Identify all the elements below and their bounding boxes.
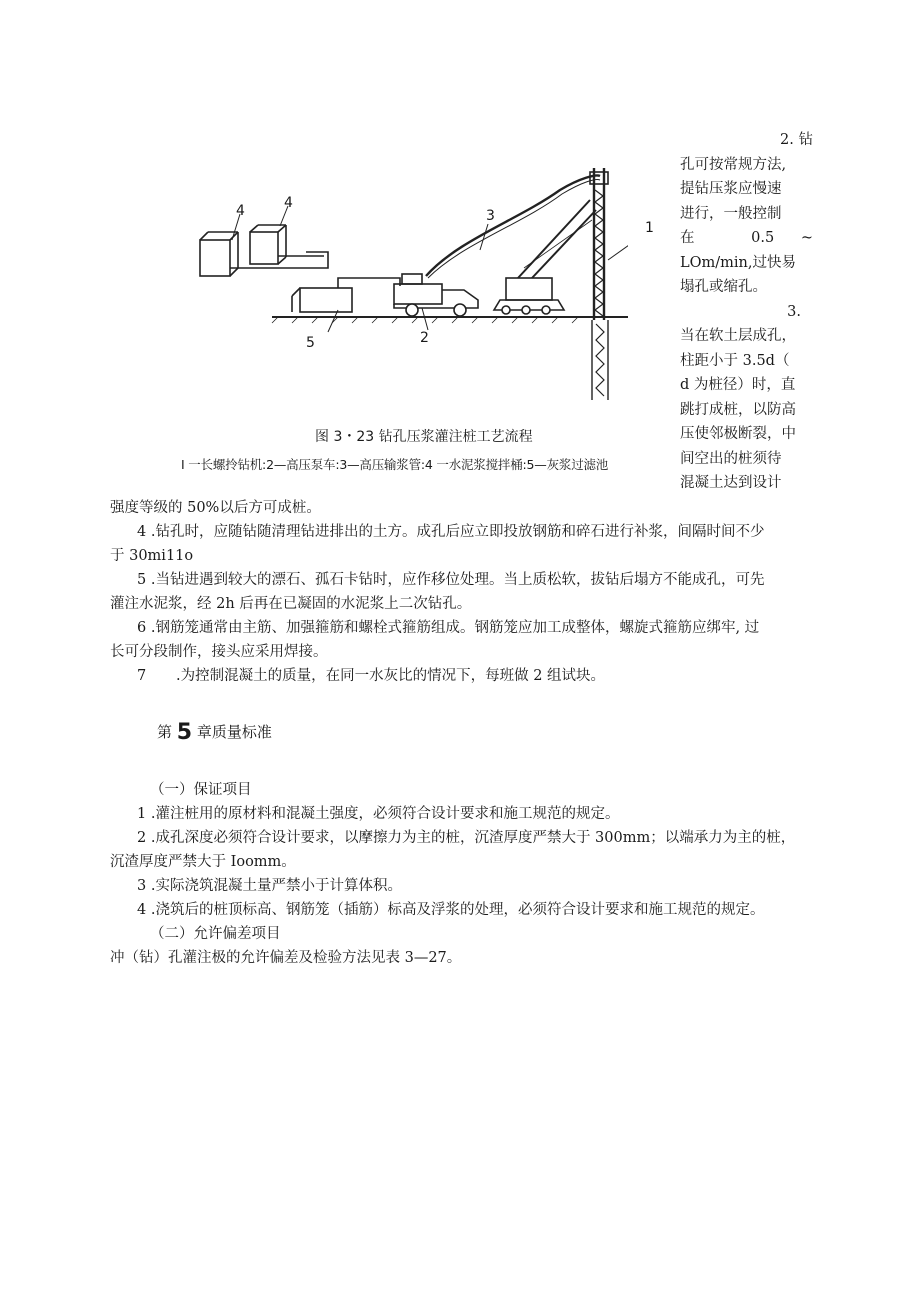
figure-label-3: 3 xyxy=(486,208,495,224)
side-line: 压使邻极断裂，中 xyxy=(680,426,796,442)
para-6-line1: 6 .钢筋笼通常由主筋、加强箍筋和螺栓式箍筋组成。钢筋笼应加工成整体，螺旋式箍筋应绑牢, 过 xyxy=(137,620,760,636)
para-7-number: 7 xyxy=(137,668,147,684)
figure-caption: 图 3・23 钻孔压浆灌注桩工艺流程 xyxy=(315,429,533,445)
side-line: 进行，一般控制 xyxy=(680,205,782,222)
section-heading-deviation: （二）允许偏差项目 xyxy=(150,926,281,942)
side-line: LOm/min,过快易 xyxy=(680,254,796,271)
chapter-number: 5 xyxy=(176,720,193,745)
para-4-line1: 4 .钻孔时，应随钻随清理钻进排出的土方。成孔后应立即投放钢筋和碎石进行补浆，间隔时间不少 xyxy=(137,524,765,540)
side-line: d 为桩径）时，直 xyxy=(680,377,796,393)
side-line-5b: 0.5 xyxy=(751,230,775,246)
para-7-text: .为控制混凝土的质量，在同一水灰比的情况下，每班做 2 组试块。 xyxy=(176,668,606,684)
side-line: 当在软土层成孔， xyxy=(680,328,796,344)
guarantee-item-4: 4 .浇筑后的桩顶标高、钢筋笼（插筋）标高及浮浆的处理，必须符合设计要求和施工规范的规定。 xyxy=(137,902,765,918)
guarantee-item-3: 3 .实际浇筑混凝土量严禁小于计算体积。 xyxy=(137,878,402,894)
side-line: 柱距小于 3.5d（ xyxy=(680,352,790,369)
para-5-line1: 5 .当钻进遇到较大的漂石、孤石卡钻时，应作移位处理。当上质松软，拔钻后塌方不能成孔，可先 xyxy=(137,572,765,588)
figure-label-4b: 4 xyxy=(284,195,293,211)
para-continuation: 强度等级的 50%以后方可成桩。 xyxy=(110,500,321,516)
side-line-5a: 在 xyxy=(680,230,695,246)
guarantee-item-2-line2: 沉渣厚度严禁大于 Ioomm。 xyxy=(110,854,296,870)
para-6-line2: 长可分段制作，接头应采用焊接。 xyxy=(110,644,328,660)
side-line: 混凝土达到设计 xyxy=(680,475,782,491)
side-column xyxy=(680,128,813,496)
side-line: 2. 钻 xyxy=(780,132,813,148)
side-line: 3. xyxy=(787,303,801,320)
para-4-line2: 于 30mi11o xyxy=(110,548,194,564)
side-line: 提钻压浆应慢速 xyxy=(680,181,782,197)
guarantee-item-2-line1: 2 .成孔深度必须符合设计要求，以摩擦力为主的桩，沉渣厚度严禁大于 300mm；以端承力为主的桩， xyxy=(137,830,796,846)
side-line: 跳打成桩，以防高 xyxy=(680,401,796,418)
chapter-post: 章质量标准 xyxy=(196,723,272,741)
side-line: 间空出的桩须待 xyxy=(680,450,782,467)
figure-label-1: 1 xyxy=(645,220,654,236)
chapter-pre: 第 xyxy=(157,723,173,741)
side-line-5c: ~ xyxy=(800,230,813,246)
figure-label-4a: 4 xyxy=(236,203,245,219)
side-line: 孔可按常规方法, xyxy=(680,156,787,173)
guarantee-item-1: 1 .灌注桩用的原材料和混凝土强度，必须符合设计要求和施工规范的规定。 xyxy=(137,806,620,822)
figure-label-5: 5 xyxy=(306,335,315,351)
figure-label-2: 2 xyxy=(420,330,429,346)
side-line: 塌孔或缩孔。 xyxy=(680,279,767,295)
figure-legend: I 一长螺拎钻机:2—高压泵车:3—高压输浆管:4 一水泥浆搅拌桶:5—灰浆过滤池 xyxy=(181,457,609,472)
chapter-heading xyxy=(157,720,272,745)
para-5-line2: 灌注水泥浆，经 2h 后再在已凝固的水泥浆上二次钻孔。 xyxy=(110,596,472,612)
section-heading-guarantee: （一）保证项目 xyxy=(150,782,252,798)
deviation-reference: 冲（钻）孔灌注极的允许偏差及检验方法见表 3—27。 xyxy=(110,950,462,966)
side-line-5 xyxy=(680,226,813,251)
process-figure xyxy=(188,160,628,418)
